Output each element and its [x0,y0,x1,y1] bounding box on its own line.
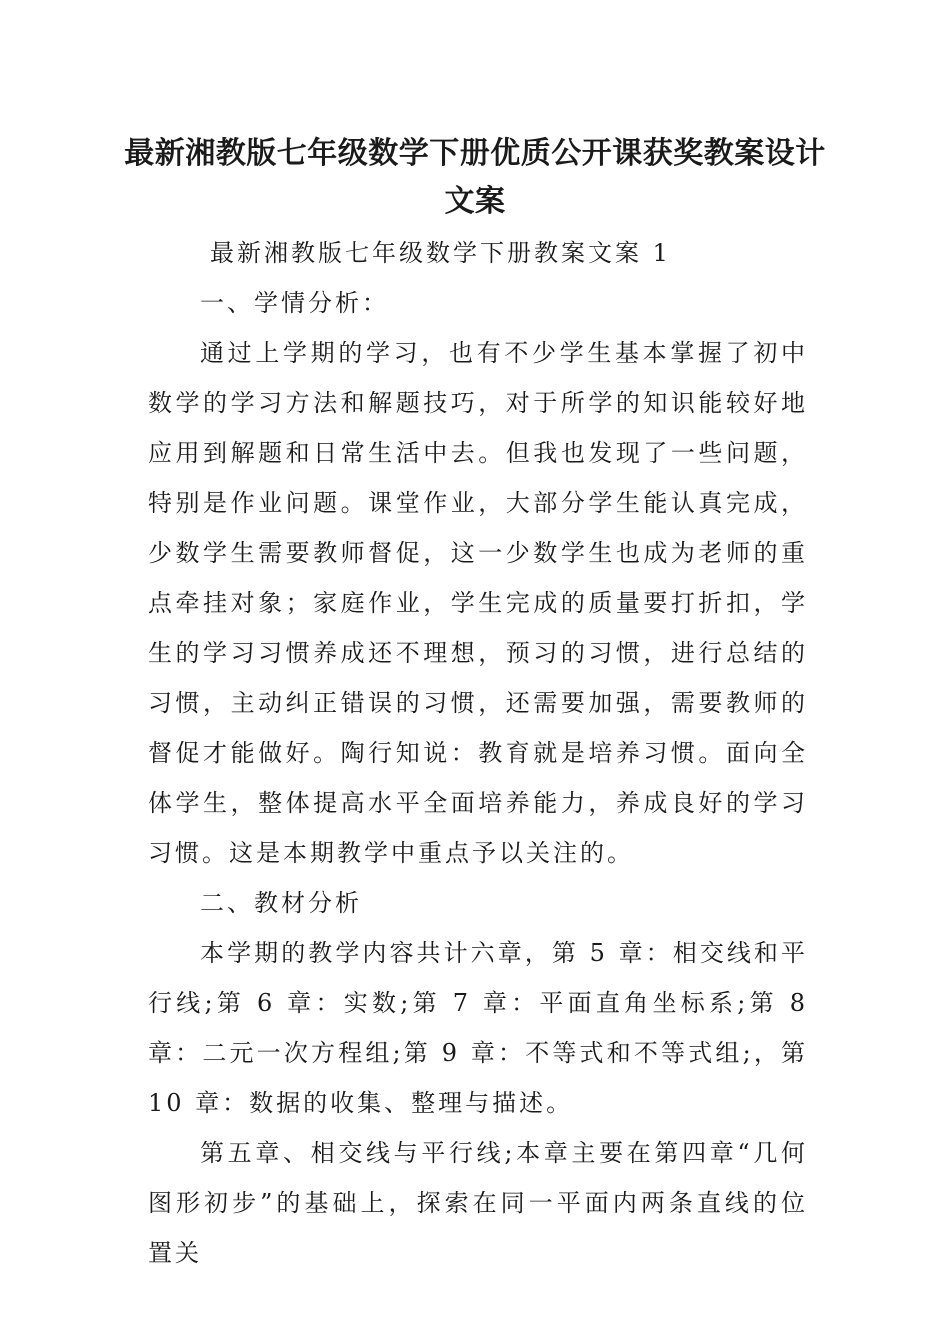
paragraph-student-analysis: 通过上学期的学习，也有不少学生基本掌握了初中数学的学习方法和解题技巧，对于所学的知识能较好地应用到解题和日常生活中去。但我也发现了一些问题，特别是作业问题。课堂作业，大部分学生能认真完成，少数学生需要教师督促，这一少数学生也成为老师的重点牵挂对象；家庭作业，学生完成的质量要打折扣，学生的学习习惯养成还不理想，预习的习惯，进行总结的习惯，主动纠正错误的习惯，还需要加强，需要教师的督促才能做好。陶行知说：教育就是培养习惯。面向全体学生，整体提高水平全面培养能力，养成良好的学习习惯。这是本期教学中重点予以关注的。 [148,339,808,867]
document-body [148,228,808,1278]
section-heading-student-analysis: 一、学情分析： [200,289,389,317]
paragraph-chapter-overview: 本学期的教学内容共计六章，第 5 章：相交线和平行线;第 6 章：实数;第 7 章：平面直角坐标系;第 8 章：二元一次方程组;第 9 章：不等式和不等式组;，第 10 章：数据的收集、整理与描述。 [148,939,808,1117]
section-heading-textbook-analysis: 二、教材分析 [200,889,362,917]
paragraph-chapter-five: 第五章、相交线与平行线;本章主要在第四章“几何图形初步”的基础上，探索在同一平面内两条直线的位置关 [148,1139,808,1267]
document-title: 最新湘教版七年级数学下册优质公开课获奖教案设计文案 [124,136,826,219]
document-subtitle: 最新湘教版七年级数学下册教案文案 1 [210,239,671,267]
